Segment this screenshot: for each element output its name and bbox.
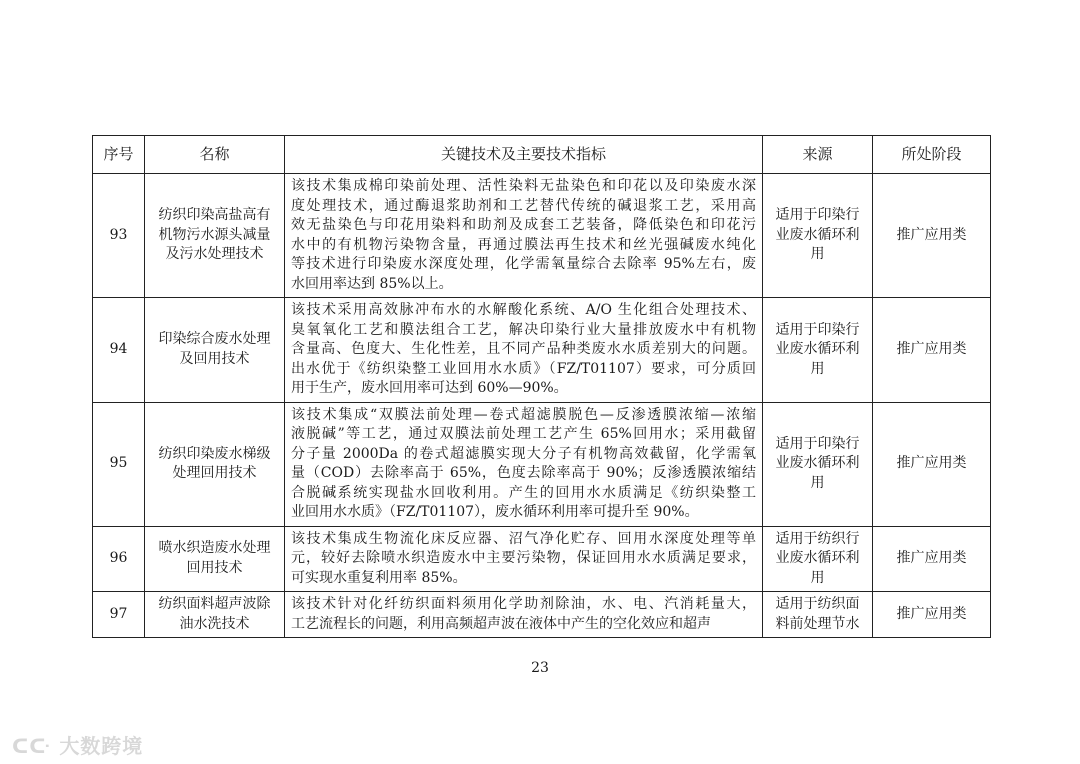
cell-description xyxy=(285,298,763,403)
cell-description xyxy=(285,526,763,592)
cell-stage: 推广应用类 xyxy=(873,298,991,403)
cell-line: 用于生产，废水回用率可达到 60%—90%。 xyxy=(291,380,568,396)
header-no: 序号 xyxy=(93,136,145,174)
cell-line: 水中的有机物污染物含量，再通过膜法再生技术和丝光强碱废水纯化 xyxy=(291,236,756,253)
cell-line: 量（COD）去除率高于 65%，色度去除率高于 90%；反渗透膜浓缩结 xyxy=(291,465,756,481)
cell-stage: 推广应用类 xyxy=(873,174,991,298)
cell-source xyxy=(763,526,873,592)
cell-line: 业废水循环利 xyxy=(775,550,860,566)
cell-name xyxy=(145,592,285,638)
cell-line: 油水洗技术 xyxy=(179,615,250,632)
header-stage: 所处阶段 xyxy=(873,136,991,174)
cell-name xyxy=(145,298,285,403)
header-name: 名称 xyxy=(145,136,285,174)
cell-stage: 推广应用类 xyxy=(873,526,991,592)
cell-line: 适用于印染行 xyxy=(775,435,860,452)
watermark-logo: ᑕᑢ 大数跨境 xyxy=(12,734,144,758)
cell-name xyxy=(145,174,285,298)
cell-line: 喷水织造废水处理 xyxy=(158,540,271,557)
cell-source xyxy=(763,298,873,403)
table-row xyxy=(93,592,991,638)
cell-name xyxy=(145,402,285,526)
cell-line: 适用于印染行 xyxy=(775,207,860,224)
cell-line: 出水优于《纺织染整工业回用水水质》（FZ/T01107）要求，可分质回 xyxy=(291,360,756,377)
cell-line: 印染综合废水处理 xyxy=(158,331,271,348)
cell-line: 含量高、色度大、生化性差，且不同产品种类废水水质差别大的问题。 xyxy=(291,341,756,357)
table-header-row xyxy=(93,136,991,174)
cell-line: 该技术集成棉印染前处理、活性染料无盐染色和印花以及印染废水深 xyxy=(291,178,756,194)
header-key-tech: 关键技术及主要技术指标 xyxy=(285,136,763,174)
cell-line: 回用技术 xyxy=(186,559,243,576)
cell-no: 94 xyxy=(93,298,145,403)
cell-line: 臭氧氧化工艺和膜法组合工艺，解决印染行业大量排放废水中有机物 xyxy=(291,321,756,338)
cell-no: 95 xyxy=(93,402,145,526)
cell-line: 处理回用技术 xyxy=(172,465,257,481)
cell-line: 效无盐染色与印花用染料和助剂及成套工艺装备，降低染色和印花污 xyxy=(291,217,756,233)
cell-line: 该技术集成“双膜法前处理—卷式超滤膜脱色—反渗透膜浓缩—浓缩 xyxy=(291,406,756,423)
cell-source xyxy=(763,592,873,638)
cell-name xyxy=(145,526,285,592)
table-row xyxy=(93,526,991,592)
cell-stage: 推广应用类 xyxy=(873,402,991,526)
cell-line: 业废水循环利 xyxy=(775,226,860,243)
cell-line: 可实现水重复利用率 85%。 xyxy=(291,569,467,586)
cell-line: 用 xyxy=(810,246,825,263)
technology-table xyxy=(92,135,991,638)
page-number: 23 xyxy=(531,660,549,676)
cell-no: 93 xyxy=(93,174,145,298)
table-row xyxy=(93,402,991,526)
cell-line: 机物污水源头减量 xyxy=(158,226,271,243)
cell-line: 及污水处理技术 xyxy=(165,246,264,263)
cell-line: 及回用技术 xyxy=(179,350,250,367)
cell-line: 度处理技术，通过酶退浆助剂和工艺替代传统的碱退浆工艺，采用高 xyxy=(291,197,756,214)
cell-description xyxy=(285,592,763,638)
cell-line: 该技术采用高效脉冲布水的水解酸化系统、A/O 生化组合处理技术、 xyxy=(291,302,756,318)
cell-line: 业废水循环利 xyxy=(775,455,860,472)
cell-line: 工艺流程长的问题，利用高频超声波在液体中产生的空化效应和超声 xyxy=(291,615,711,632)
cell-line: 液脱碱”等工艺，通过双膜法前处理工艺产生 65%回用水；采用截留 xyxy=(291,426,756,442)
cell-line: 用 xyxy=(810,569,825,586)
cell-line: 料前处理节水 xyxy=(775,615,860,632)
cell-line: 业废水循环利 xyxy=(775,341,860,357)
table-row xyxy=(93,298,991,403)
cell-stage: 推广应用类 xyxy=(873,592,991,638)
cell-line: 分子量 2000Da 的卷式超滤膜实现大分子有机物高效截留，化学需氧 xyxy=(291,445,756,462)
cell-line: 该技术针对化纤纺织面料须用化学助剂除油，水、电、汽消耗量大， xyxy=(291,596,756,612)
cell-no: 97 xyxy=(93,592,145,638)
cell-line: 用 xyxy=(810,360,825,377)
cell-line: 业回用水水质》（FZ/T01107），废水循环利用率可提升至 90%。 xyxy=(291,504,699,520)
cell-line: 元，较好去除喷水织造废水中主要污染物，保证回用水水质满足要求， xyxy=(291,550,756,566)
cell-source xyxy=(763,174,873,298)
cell-description xyxy=(285,174,763,298)
cell-line: 纺织面料超声波除 xyxy=(158,596,271,612)
cell-line: 纺织印染废水梯级 xyxy=(158,445,271,462)
header-source: 来源 xyxy=(763,136,873,174)
cell-source xyxy=(763,402,873,526)
cell-line: 适用于印染行 xyxy=(775,321,860,338)
cell-line: 合脱碱系统实现盐水回收利用。产生的回用水水质满足《纺织染整工 xyxy=(291,484,756,501)
cell-description xyxy=(285,402,763,526)
cell-no: 96 xyxy=(93,526,145,592)
cell-line: 等技术进行印染废水深度处理，化学需氧量综合去除率 95%左右，废 xyxy=(291,256,756,272)
table-row xyxy=(93,174,991,298)
cell-line: 该技术集成生物流化床反应器、沼气净化贮存、回用水深度处理等单 xyxy=(291,530,756,547)
cell-line: 适用于纺织行 xyxy=(775,530,860,547)
cell-line: 适用于纺织面 xyxy=(775,596,860,612)
cell-line: 纺织印染高盐高有 xyxy=(158,207,271,224)
cell-line: 水回用率达到 85%以上。 xyxy=(291,275,453,292)
cell-line: 用 xyxy=(810,474,825,491)
